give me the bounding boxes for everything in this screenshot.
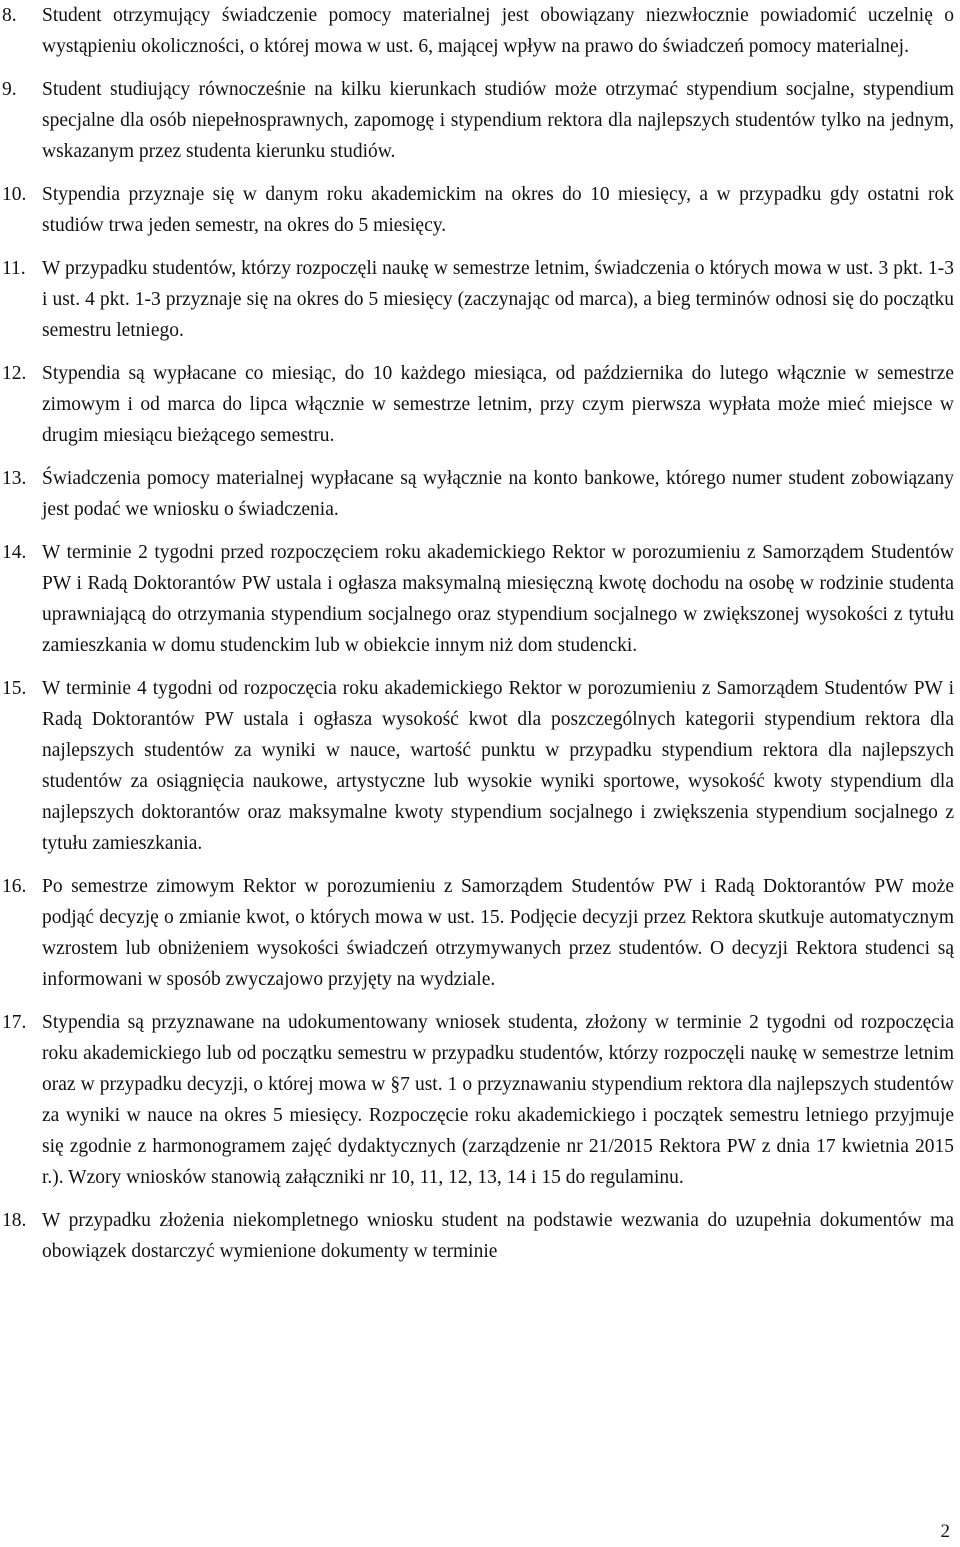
item-number: 10. — [2, 184, 27, 205]
list-item — [2, 871, 954, 995]
item-text: Student studiujący równocześnie na kilku kierunkach studiów może otrzymać stypendium socjalne, stypendium specjalne dla osób niepełnosprawnych, zapomogę i stypendium rektora dla najlepszych studentów tylko na jednym, wskazanym przez studenta kierunku studiów. — [42, 79, 954, 162]
list-item — [2, 253, 954, 346]
item-number: 14. — [2, 542, 27, 563]
list-item — [2, 358, 954, 451]
item-text: W terminie 4 tygodni od rozpoczęcia roku akademickiego Rektor w porozumieniu z Samorządem Studentów PW i Radą Doktorantów PW ustala i ogłasza wysokość kwot dla poszczególnych kategorii stypendium rektora dla najlepszych studentów za wyniki w nauce, wartość punktu w przypadku stypendium rektora dla najlepszych studentów za osiągnięcia naukowe, artystyczne lub wysokie wyniki sportowe, wysokość kwoty stypendium dla najlepszych doktorantów oraz maksymalne kwoty stypendium socjalnego i zwiększenia stypendium socjalnego z tytułu zamieszkania. — [42, 678, 954, 854]
list-item — [2, 537, 954, 661]
list-item — [2, 1205, 954, 1267]
item-text: Świadczenia pomocy materialnej wypłacane są wyłącznie na konto bankowe, którego numer student zobowiązany jest podać we wniosku o świadczenia. — [42, 468, 954, 520]
item-text: W terminie 2 tygodni przed rozpoczęciem roku akademickiego Rektor w porozumieniu z Samorządem Studentów PW i Radą Doktorantów PW ustala i ogłasza maksymalną miesięczną kwotę dochodu na osobę w rodzinie studenta uprawniającą do otrzymania stypendium socjalnego oraz stypendium socjalnego w zwiększonej wysokości z tytułu zamieszkania w domu studenckim lub w obiekcie innym niż dom studencki. — [42, 542, 954, 656]
item-number: 15. — [2, 678, 27, 699]
list-item — [2, 74, 954, 167]
list-item — [2, 463, 954, 525]
list-item — [2, 1007, 954, 1193]
item-number: 8. — [2, 5, 17, 26]
item-number: 13. — [2, 468, 27, 489]
item-text: Po semestrze zimowym Rektor w porozumieniu z Samorządem Studentów PW i Radą Doktorantów PW może podjąć decyzję o zmianie kwot, o których mowa w ust. 15. Podjęcie decyzji przez Rektora skutkuje automatycznym wzrostem lub obniżeniem wysokości świadczeń otrzymywanych przez studentów. O decyzji Rektora studenci są informowani w sposób zwyczajowo przyjęty na wydziale. — [42, 876, 954, 990]
item-text: W przypadku studentów, którzy rozpoczęli naukę w semestrze letnim, świadczenia o których mowa w ust. 3 pkt. 1-3 i ust. 4 pkt. 1-3 przyznaje się na okres do 5 miesięcy (zaczynając od marca), a bieg terminów odnosi się do początku semestru letniego. — [42, 258, 954, 341]
item-text: Stypendia są przyznawane na udokumentowany wniosek studenta, złożony w terminie 2 tygodni od rozpoczęcia roku akademickiego lub od początku semestru w przypadku studentów, którzy rozpoczęli naukę w semestrze letnim oraz w przypadku decyzji, o której mowa w §7 ust. 1 o przyznawaniu stypendium rektora dla najlepszych studentów za wyniki w nauce na okres 5 miesięcy. Rozpoczęcie roku akademickiego i początek semestru letniego przyjmuje się zgodnie z harmonogramem zajęć dydaktycznych (zarządzenie nr 21/2015 Rektora PW z dnia 17 kwietnia 2015 r.). Wzory wniosków stanowią załączniki nr 10, 11, 12, 13, 14 i 15 do regulaminu. — [42, 1012, 954, 1188]
item-number: 12. — [2, 363, 27, 384]
item-text: Stypendia są wypłacane co miesiąc, do 10 każdego miesiąca, od października do lutego włącznie w semestrze zimowym i od marca do lipca włącznie w semestrze letnim, przy czym pierwsza wypłata może mieć miejsce w drugim miesiącu bieżącego semestru. — [42, 363, 954, 446]
list-item — [2, 0, 954, 62]
item-text: W przypadku złożenia niekompletnego wniosku student na podstawie wezwania do uzupełnia dokumentów ma obowiązek dostarczyć wymienione dokumenty w terminie — [42, 1210, 954, 1262]
item-text: Student otrzymujący świadczenie pomocy materialnej jest obowiązany niezwłocznie powiadomić uczelnię o wystąpieniu okoliczności, o której mowa w ust. 6, mającej wpływ na prawo do świadczeń pomocy materialnej. — [42, 5, 954, 57]
item-number: 16. — [2, 876, 27, 897]
item-number: 9. — [2, 79, 17, 100]
item-number: 17. — [2, 1012, 27, 1033]
item-text: Stypendia przyznaje się w danym roku akademickim na okres do 10 miesięcy, a w przypadku gdy ostatni rok studiów trwa jeden semestr, na okres do 5 miesięcy. — [42, 184, 954, 236]
list-item — [2, 673, 954, 859]
list-item — [2, 179, 954, 241]
item-number: 18. — [2, 1210, 27, 1231]
regulation-list — [2, 0, 954, 1267]
page-number: 2 — [940, 1521, 950, 1542]
item-number: 11. — [2, 258, 26, 279]
